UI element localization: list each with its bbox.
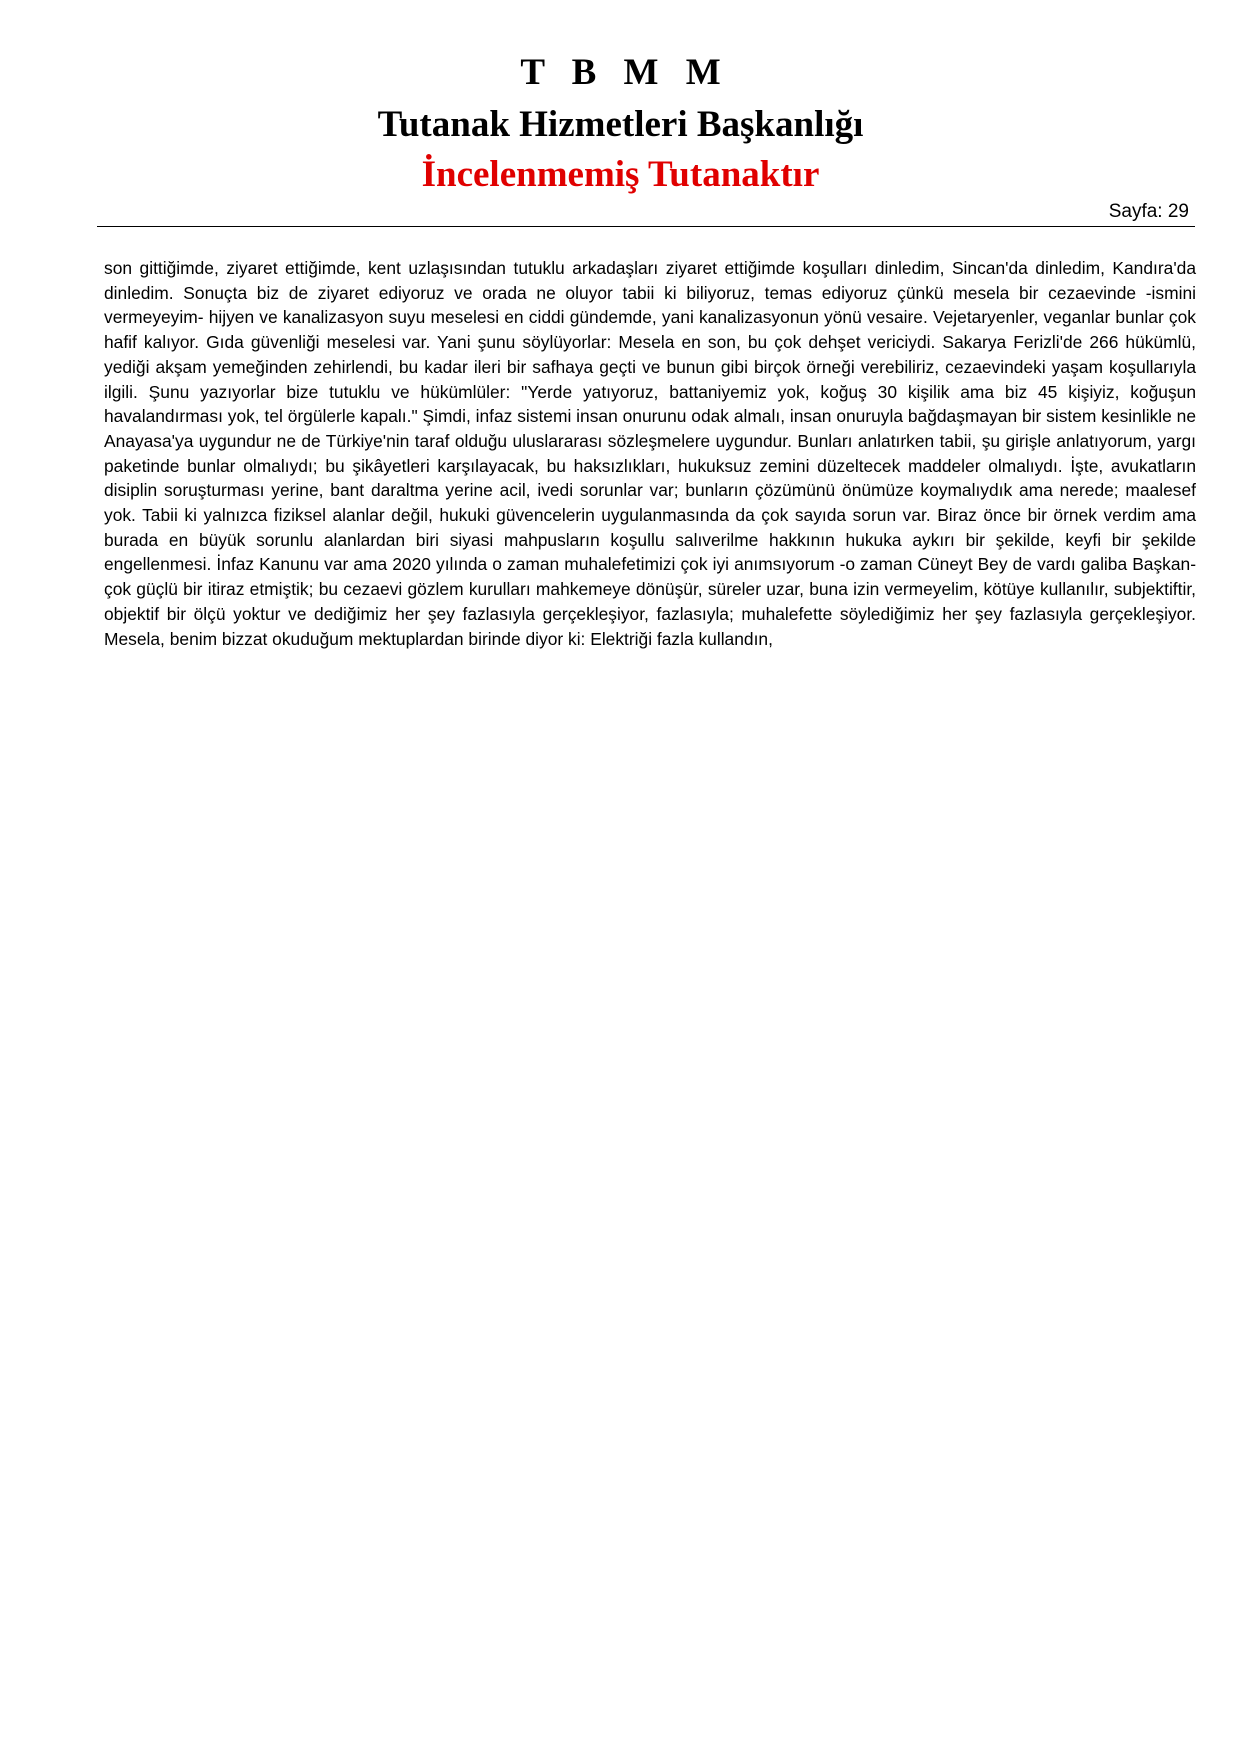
header-department-title: Tutanak Hizmetleri Başkanlığı xyxy=(377,104,864,145)
header-status-title: İncelenmemiş Tutanaktır xyxy=(421,154,820,195)
body-paragraph: son gittiğimde, ziyaret ettiğimde, kent uzlaşısından tutuklu arkadaşları ziyaret ettiğimde koşulları dinledim, Sincan'da dinledim, Kandıra'da dinledim. Sonuçta biz de ziyaret ediyoruz ve orada ne oluyor tabii ki biliyoruz, temas ediyoruz çünkü mesela bir cezaevinde -ismini vermeyeyim- hijyen ve kanalizasyon suyu meselesi en ciddi gündemde, yani kanalizasyonun yönü vesaire. Vejetaryenler, veganlar bunlar çok hafif kalıyor. Gıda güvenliği meselesi var. Yani şunu söylüyorlar: Mesela en son, bu çok dehşet vericiydi. Sakarya Ferizli'de 266 hükümlü, yediği akşam yemeğinden zehirlendi, bu kadar ileri bir safhaya geçti ve bunun gibi birçok örneği verebiliriz, cezaevindeki yaşam koşullarıyla ilgili. Şunu yazıyorlar bize tutuklu ve hükümlüler: "Yerde yatıyoruz, battaniyemiz yok, koğuş 30 kişilik ama biz 45 kişiyiz, koğuşun havalandırması yok, tel örgülerle kapalı." Şimdi, infaz sistemi insan onurunu odak almalı, insan onuruyla bağdaşmayan bir sistem kesinlikle ne Anayasa'ya uygundur ne de Türkiye'nin taraf olduğu uluslararası sözleşmelere uygundur. Bunları anlatırken tabii, şu girişle anlatıyorum, yargı paketinde bunlar olmalıydı; bu şikâyetleri karşılayacak, bu haksızlıkları, hukuksuz zemini düzeltecek maddeler olmalıydı. İşte, avukatların disiplin soruşturması yerine, bant daraltma yerine acil, ivedi sorunlar var; bunların çözümünü önümüze koymalıydık ama nerede; maalesef yok. Tabii ki yalnızca fiziksel alanlar değil, hukuki güvencelerin uygulanmasında da çok sayıda sorun var. Biraz önce bir örnek verdim ama burada en büyük sorunlu alanlardan biri siyasi mahpusların koşullu salıverilme hakkının hukuka aykırı bir şekilde, keyfi bir şekilde engellenmesi. İnfaz Kanunu var ama 2020 yılında o zaman muhalefetimizi çok iyi anımsıyorum -o zaman Cüneyt Bey de vardı galiba Başkan- çok güçlü bir itiraz etmiştik; bu cezaevi gözlem kurulları mahkemeye dönüşür, süreler uzar, buna izin vermeyelim, kötüye kullanılır, subjektiftir, objektif bir ölçü yoktur ve dediğimiz her şey fazlasıyla gerçekleşiyor, fazlasıyla; muhalefette söylediğimiz her şey fazlasıyla gerçekleşiyor. Mesela, benim bizzat okuduğum mektuplardan birinde diyor ki: Elektriği fazla kullandın, xyxy=(104,258,1196,649)
header-divider xyxy=(97,226,1195,227)
header-org-title: T B M M xyxy=(520,52,730,93)
document-header xyxy=(0,50,1241,198)
page-number: Sayfa: 29 xyxy=(1108,201,1189,222)
